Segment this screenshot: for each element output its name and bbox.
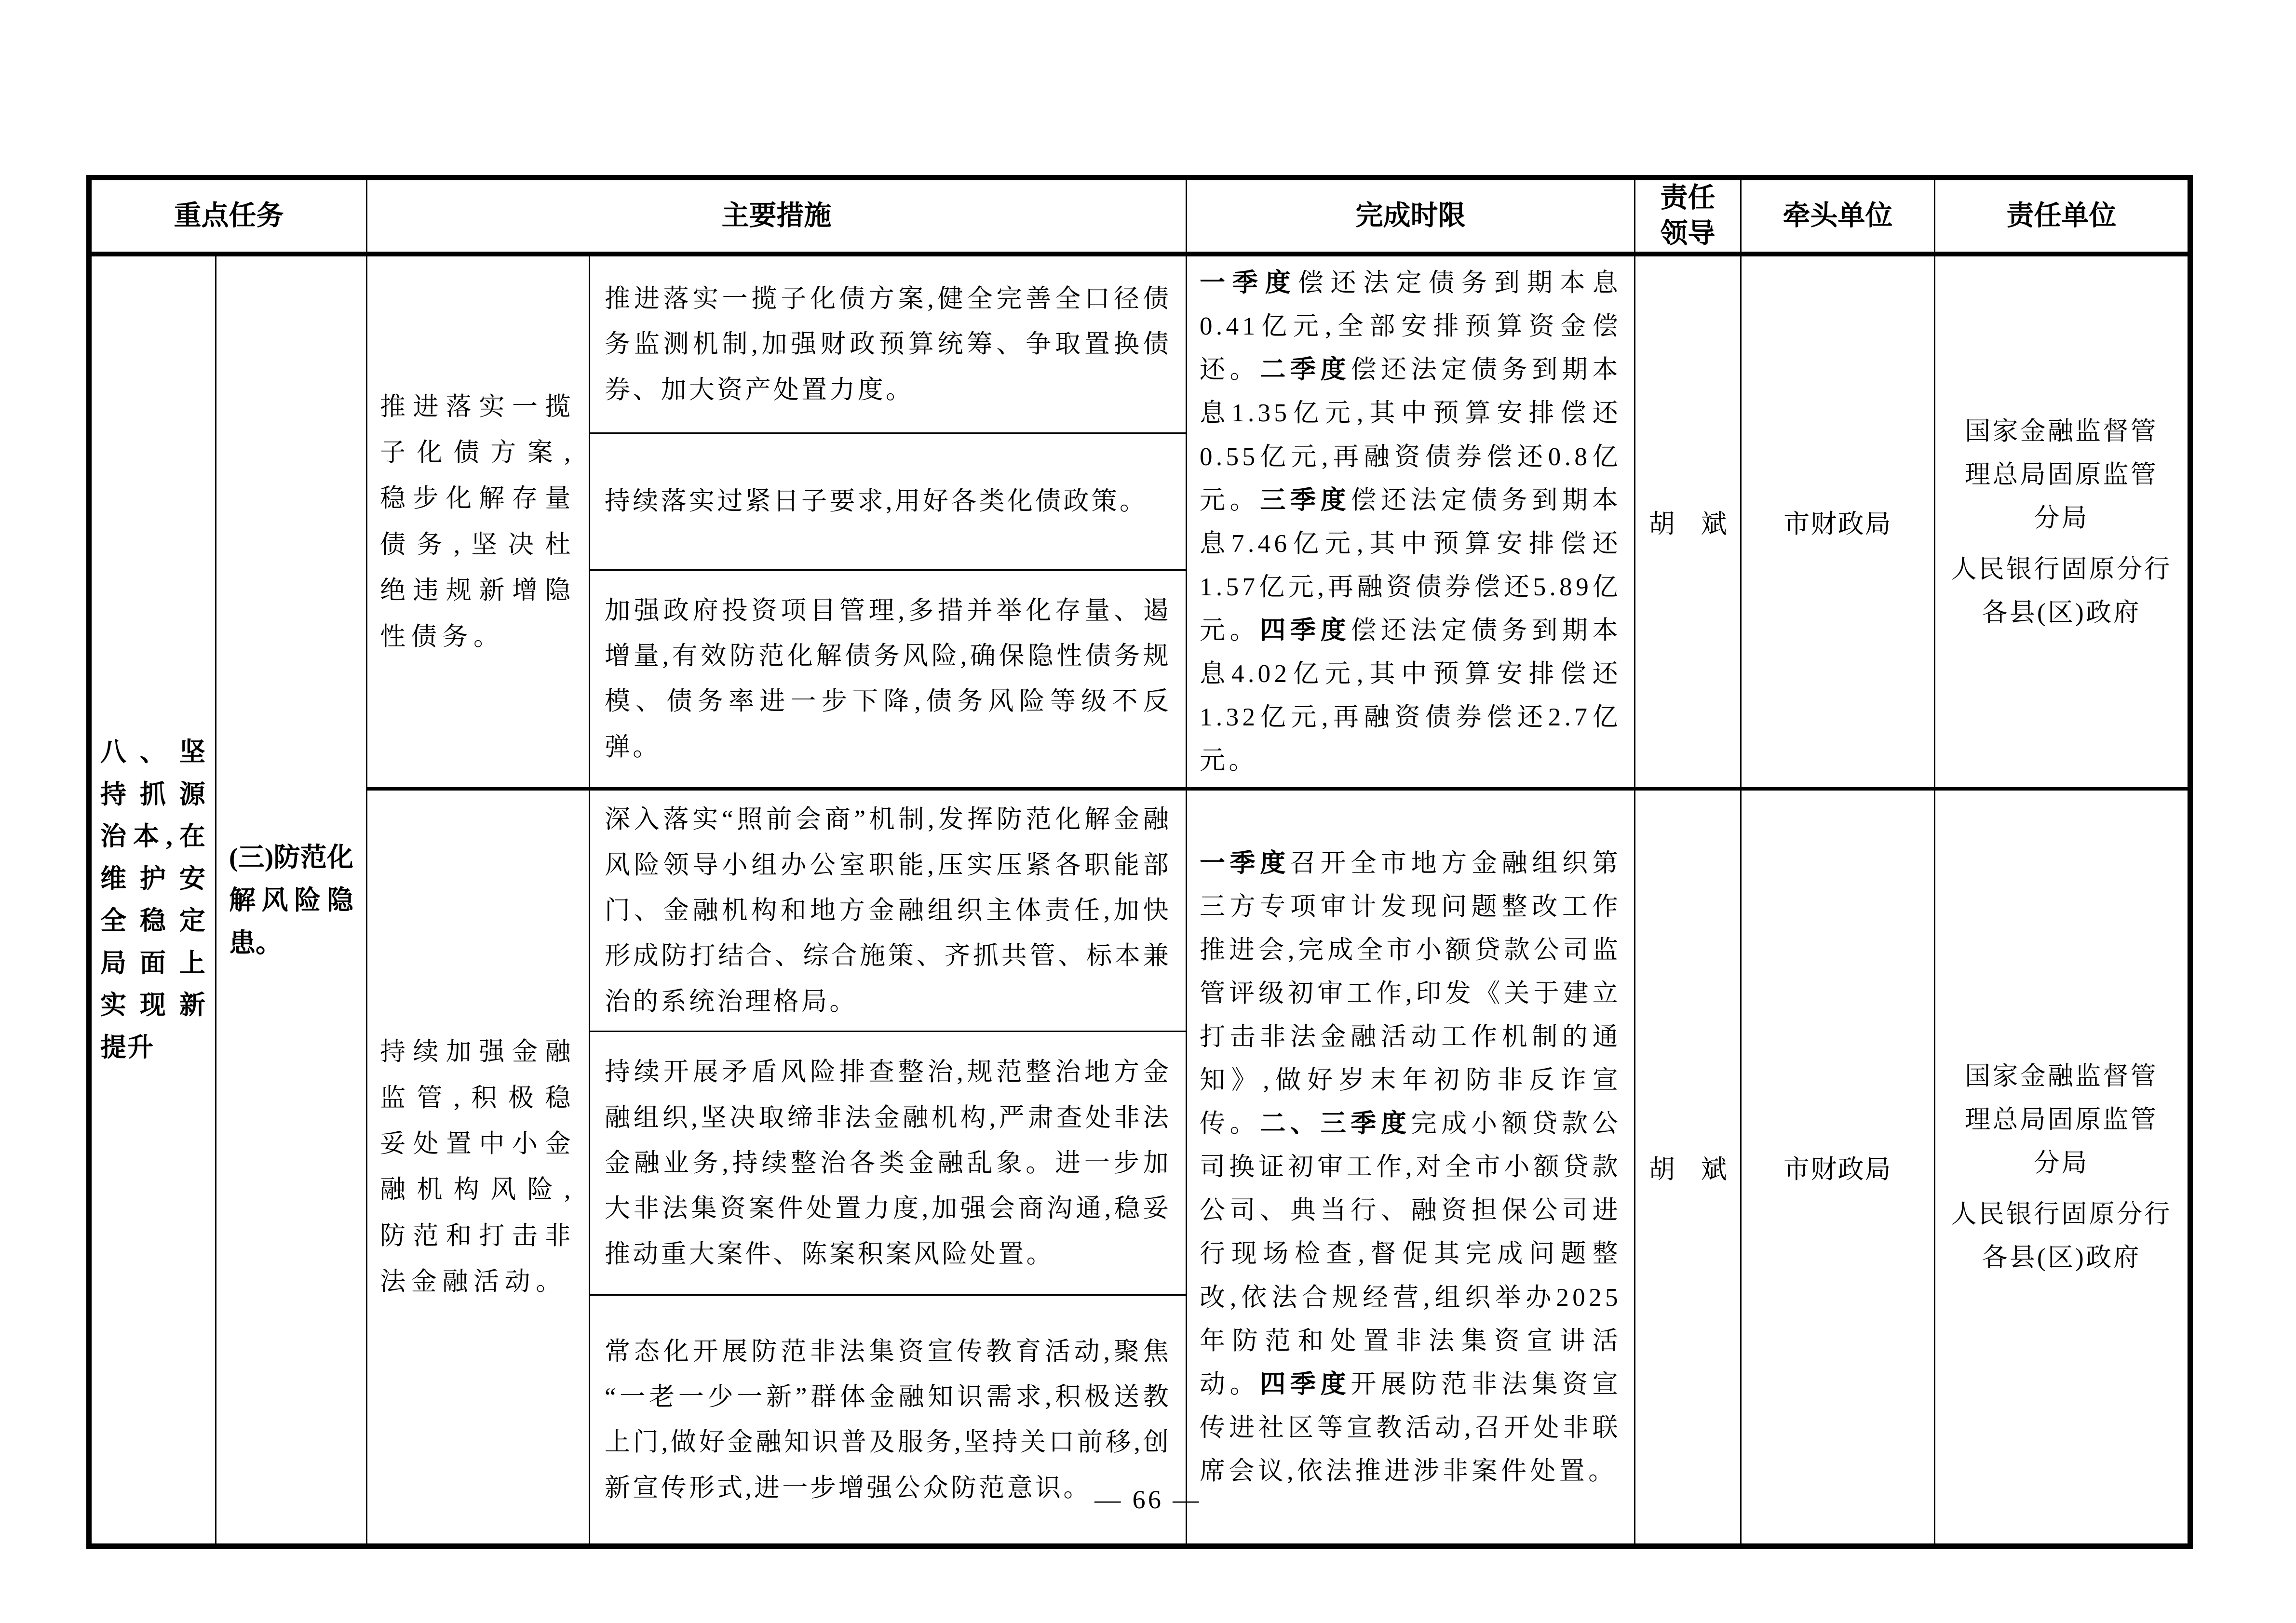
responsible-units-cell: [1935, 789, 2190, 1546]
header-responsible-unit: 责任单位: [1935, 178, 2190, 255]
header-responsible-leader: 责任领导: [1635, 178, 1741, 255]
responsible-units-cell: [1935, 254, 2190, 789]
measure-cell: 常态化开展防范非法集资宣传教育活动,聚焦“一老一少一新”群体金融知识需求,积极送教上门,做好金融知识普及服务,坚持关口前移,创新宣传形式,进一步增强公众防范意识。: [590, 1295, 1187, 1546]
header-key-tasks: 重点任务: [89, 178, 367, 255]
table-row: [89, 254, 2190, 433]
measure-cell: 深入落实“照前会商”机制,发挥防范化解金融风险领导小组办公室职能,压实压紧各职能部门、金融机构和地方金融组织主体责任,加快形成防打结合、综合施策、齐抓共管、标本兼治的系统治理格局。: [590, 789, 1187, 1032]
measure-cell: 持续开展矛盾风险排查整治,规范整治地方金融组织,坚决取缔非法金融机构,严肃查处非法金融业务,持续整治各类金融乱象。进一步加大非法集资案件处置力度,加强会商沟通,稳妥推动重大案件、陈案积案风险处置。: [590, 1032, 1187, 1295]
header-deadline: 完成时限: [1187, 178, 1635, 255]
work-plan-table: [86, 175, 2193, 1549]
table-header-row: [89, 178, 2190, 255]
responsible-unit-item: 各县(区)政府: [1982, 598, 2141, 627]
lead-unit-cell: 市财政局: [1741, 789, 1935, 1546]
table-row: [89, 789, 2190, 1032]
responsible-unit-item: 人民银行固原分行: [1951, 555, 2172, 583]
header-main-measures: 主要措施: [367, 178, 1187, 255]
deadline-cell: 一季度召开全市地方金融组织第三方专项审计发现问题整改工作推进会,完成全市小额贷款公司监管评级初审工作,印发《关于建立打击非法金融活动工作机制的通知》,做好岁末年初防非反诈宣传。二、三季度完成小额贷款公司换证初审工作,对全市小额贷款公司、典当行、融资担保公司进行现场检查,督促其完成问题整改,依法合规经营,组织举办2025年防范和处置非法集资宣讲活动。四季度开展防范非法集资宣传进社区等宣教活动,召开处非联席会议,依法推进涉非案件处置。: [1187, 789, 1635, 1546]
task-cell: 八、坚持抓源治本,在维护安全稳定局面上实现新提升: [89, 254, 216, 1546]
responsible-unit-item: 国家金融监督管理总局固原监管分局: [1965, 1062, 2158, 1178]
measure-cell: 加强政府投资项目管理,多措并举化存量、遏增量,有效防范化解债务风险,确保隐性债务规模、债务率进一步下降,债务风险等级不反弹。: [590, 570, 1187, 789]
measure-cell: 推进落实一揽子化债方案,健全完善全口径债务监测机制,加强财政预算统筹、争取置换债券、加大资产处置力度。: [590, 254, 1187, 433]
responsible-unit-item: 各县(区)政府: [1982, 1244, 2141, 1272]
lead-unit-cell: 市财政局: [1741, 254, 1935, 789]
leader-cell: 胡 斌: [1635, 254, 1741, 789]
subtask-cell: (三)防范化解风险隐患。: [216, 254, 367, 1546]
page-number: — 66 —: [1094, 1485, 1202, 1514]
responsible-unit-item: 国家金融监督管理总局固原监管分局: [1965, 417, 2158, 532]
deadline-cell: 一季度偿还法定债务到期本息0.41亿元,全部安排预算资金偿还。二季度偿还法定债务到期本息1.35亿元,其中预算安排偿还0.55亿元,再融资债券偿还0.8亿元。三季度偿还法定债务到期本息7.46亿元,其中预算安排偿还1.57亿元,再融资债券偿还5.89亿元。四季度偿还法定债务到期本息4.02亿元,其中预算安排偿还1.32亿元,再融资债券偿还2.7亿元。: [1187, 254, 1635, 789]
responsible-unit-item: 人民银行固原分行: [1951, 1200, 2172, 1229]
measure-cell: 持续落实过紧日子要求,用好各类化债政策。: [590, 433, 1187, 570]
header-lead-unit: 牵头单位: [1741, 178, 1935, 255]
measure-summary-cell: 持续加强金融监管,积极稳妥处置中小金融机构风险,防范和打击非法金融活动。: [367, 789, 590, 1546]
leader-cell: 胡 斌: [1635, 789, 1741, 1546]
measure-summary-cell: 推进落实一揽子化债方案,稳步化解存量债务,坚决杜绝违规新增隐性债务。: [367, 254, 590, 789]
